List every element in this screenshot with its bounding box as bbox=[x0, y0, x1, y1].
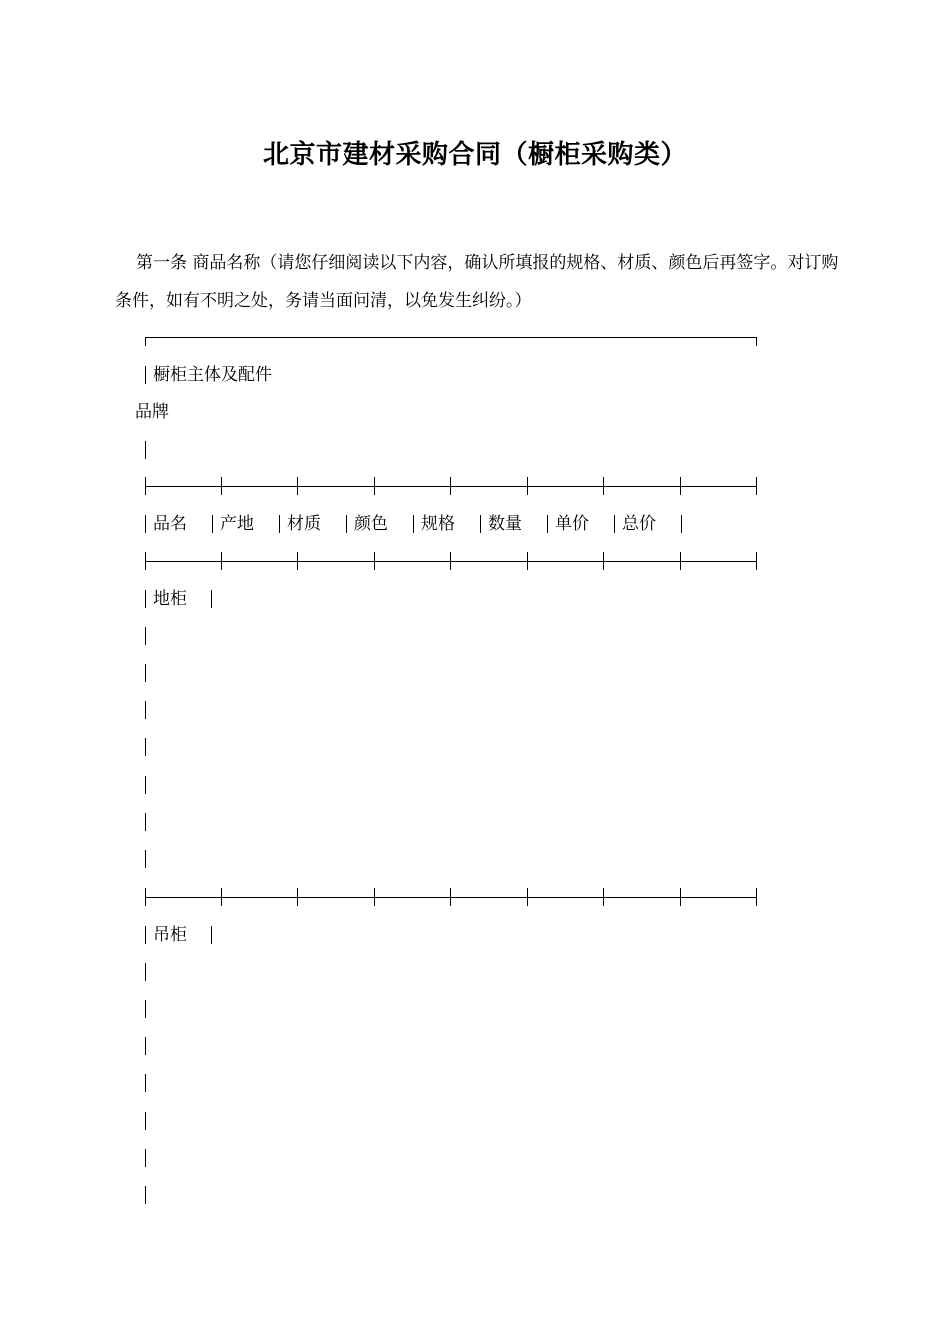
table-top-border bbox=[145, 337, 757, 338]
table-left-border bbox=[145, 1074, 146, 1092]
table-left-border bbox=[145, 1000, 146, 1018]
header-cell: 产地 bbox=[220, 514, 254, 534]
separator-tick bbox=[680, 888, 681, 906]
document-title: 北京市建材采购合同（橱柜采购类） bbox=[262, 140, 687, 170]
separator-tick bbox=[527, 477, 528, 495]
header-cell: 材质 bbox=[287, 514, 321, 534]
separator-tick bbox=[603, 552, 604, 570]
separator-tick bbox=[680, 477, 681, 495]
table-separator bbox=[145, 897, 757, 898]
header-cell-divider bbox=[614, 515, 615, 533]
row-name-cabinet-base: 地柜 bbox=[153, 589, 187, 609]
header-cell-divider bbox=[346, 515, 347, 533]
header-cell: 规格 bbox=[421, 514, 455, 534]
header-cell-divider bbox=[212, 515, 213, 533]
separator-tick bbox=[221, 477, 222, 495]
table-left-border bbox=[145, 664, 146, 682]
separator-tick bbox=[297, 477, 298, 495]
table-left-border bbox=[145, 776, 146, 794]
table-left-border bbox=[145, 1037, 146, 1055]
section-label: 橱柜主体及配件 bbox=[153, 365, 272, 385]
separator-tick bbox=[527, 888, 528, 906]
table-left-border bbox=[145, 1112, 146, 1130]
separator-tick bbox=[374, 552, 375, 570]
header-cell-divider bbox=[547, 515, 548, 533]
header-cell: 单价 bbox=[555, 514, 589, 534]
article-1-text: 第一条 商品名称（请您仔细阅读以下内容，确认所填报的规格、材质、颜色后再签字。对订购条件，如有不明之处，务请当面问清，以免发生纠纷。） bbox=[115, 253, 839, 311]
brand-label: 品牌 bbox=[135, 402, 169, 422]
table-left-border bbox=[145, 1149, 146, 1167]
separator-tick bbox=[756, 477, 757, 495]
separator-tick bbox=[221, 552, 222, 570]
table-left-border bbox=[145, 1186, 146, 1204]
separator-tick bbox=[297, 552, 298, 570]
table-corner-right bbox=[756, 337, 757, 346]
cell-divider bbox=[211, 926, 212, 944]
header-cell-divider bbox=[279, 515, 280, 533]
separator-tick bbox=[756, 552, 757, 570]
separator-tick bbox=[145, 477, 146, 495]
separator-tick bbox=[450, 552, 451, 570]
table-separator bbox=[145, 486, 757, 487]
separator-tick bbox=[374, 888, 375, 906]
separator-tick bbox=[450, 477, 451, 495]
header-cell-divider bbox=[413, 515, 414, 533]
separator-tick bbox=[527, 552, 528, 570]
table-left-border bbox=[145, 738, 146, 756]
row-name-cabinet-wall: 吊柜 bbox=[153, 925, 187, 945]
header-cell-divider bbox=[145, 515, 146, 533]
separator-tick bbox=[603, 477, 604, 495]
header-cell-divider bbox=[480, 515, 481, 533]
table-left-border bbox=[145, 926, 146, 944]
header-cell: 颜色 bbox=[354, 514, 388, 534]
separator-tick bbox=[297, 888, 298, 906]
table-left-border bbox=[145, 963, 146, 981]
separator-tick bbox=[756, 888, 757, 906]
table-left-border bbox=[145, 366, 146, 384]
table-left-border bbox=[145, 590, 146, 608]
table-separator bbox=[145, 561, 757, 562]
table-left-border bbox=[145, 627, 146, 645]
table-left-border bbox=[145, 813, 146, 831]
header-cell: 数量 bbox=[488, 514, 522, 534]
separator-tick bbox=[450, 888, 451, 906]
separator-tick bbox=[221, 888, 222, 906]
header-cell: 总价 bbox=[622, 514, 656, 534]
table-left-border bbox=[145, 850, 146, 868]
table-left-border bbox=[145, 441, 146, 459]
separator-tick bbox=[374, 477, 375, 495]
separator-tick bbox=[145, 552, 146, 570]
table-corner-left bbox=[145, 337, 146, 346]
header-cell: 品名 bbox=[153, 514, 187, 534]
separator-tick bbox=[680, 552, 681, 570]
table-left-border bbox=[145, 701, 146, 719]
header-cell-divider bbox=[681, 515, 682, 533]
cell-divider bbox=[211, 590, 212, 608]
separator-tick bbox=[603, 888, 604, 906]
separator-tick bbox=[145, 888, 146, 906]
